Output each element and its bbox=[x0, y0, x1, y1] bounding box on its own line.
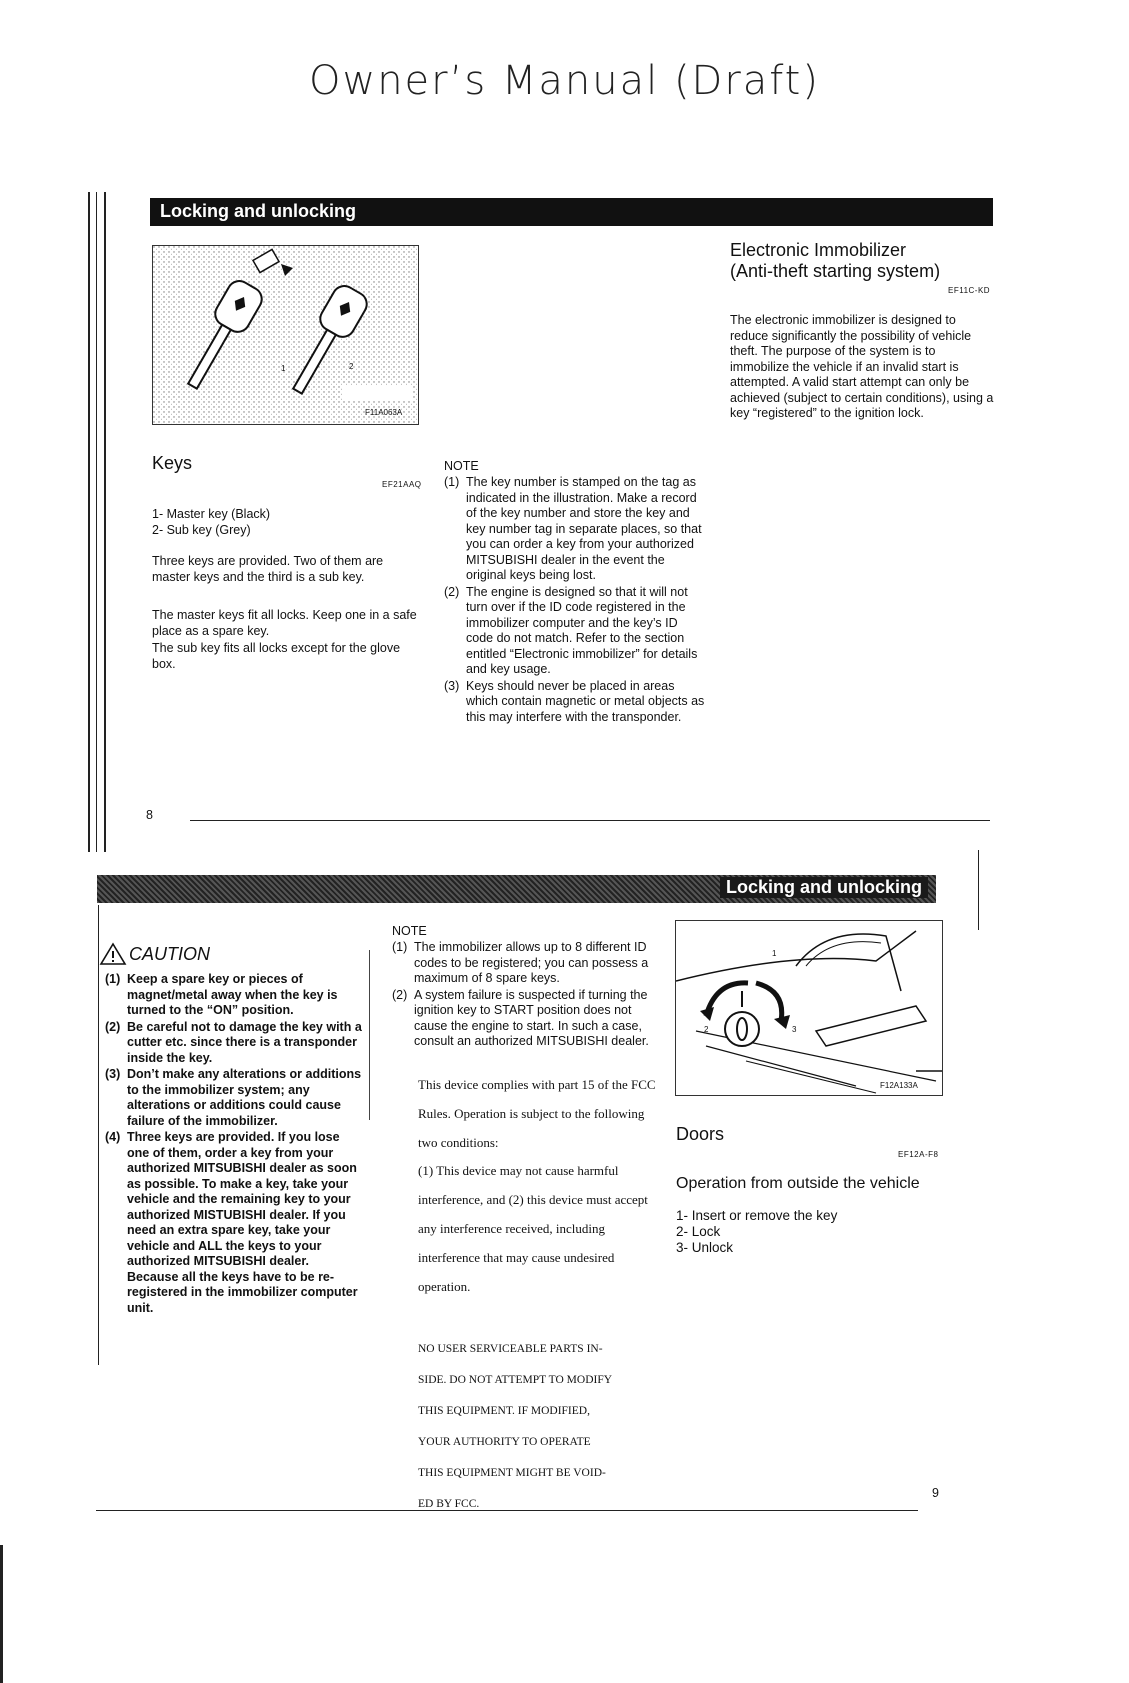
figure-label: F11A063A bbox=[365, 408, 403, 417]
scan-margin-line bbox=[978, 850, 979, 930]
keys-list bbox=[152, 507, 422, 538]
note-heading: NOTE bbox=[392, 924, 427, 938]
list-item: 1- Master key (Black) bbox=[152, 507, 271, 521]
figure-marker: 3 bbox=[792, 1025, 797, 1034]
note-item: (1) The key number is stamped on the tag as indicated in the illustration. Make a record of the key number and store the key and key number tag in separate places, so that you can order a key from your authorized MITSUBISHI dealer in the event the original keys being lost. bbox=[444, 475, 702, 582]
section-title: Locking and unlocking bbox=[720, 877, 928, 898]
footer-rule bbox=[190, 820, 990, 821]
figure-marker: 2 bbox=[349, 362, 354, 371]
doors-list bbox=[676, 1208, 916, 1256]
figure-label: F12A133A bbox=[880, 1081, 918, 1090]
reference-code: EF12A-F8 bbox=[898, 1150, 939, 1159]
note-list bbox=[392, 940, 654, 1050]
reference-code: EF11C-KD bbox=[948, 286, 991, 295]
immobilizer-heading: Electronic Immobilizer bbox=[730, 240, 907, 260]
figure-marker: 1 bbox=[281, 364, 286, 373]
fcc-warning-line: YOUR AUTHORITY TO OPERATE bbox=[418, 1436, 591, 1448]
caution-border-left bbox=[98, 905, 99, 1365]
note-item: (3) Keys should never be placed in areas which contain magnetic or metal objects as this may interfere with the transponder. bbox=[444, 678, 705, 724]
document-title: Owner’s Manual (Draft) bbox=[309, 58, 820, 104]
scan-margin-line bbox=[88, 192, 90, 852]
fcc-warning-line: ED BY FCC. bbox=[418, 1498, 480, 1510]
list-item: 2- Lock bbox=[676, 1224, 721, 1239]
immobilizer-subheading: (Anti-theft starting system) bbox=[730, 261, 941, 281]
page-number: 9 bbox=[932, 1486, 939, 1500]
fcc-warning-line: THIS EQUIPMENT MIGHT BE VOID- bbox=[418, 1467, 606, 1479]
note-item: (1) The immobilizer allows up to 8 different ID codes to be registered; you can possess a maximum of 8 spare keys. bbox=[392, 940, 649, 985]
section-title: Locking and unlocking bbox=[160, 201, 357, 221]
caution-item: (2) Be careful not to damage the key with a cutter etc. since there is a transponder inside the key. bbox=[105, 1019, 362, 1065]
keys-paragraph: The master keys fit all locks. Keep one in a safe place as a spare key. bbox=[152, 608, 417, 638]
keys-illustration bbox=[152, 245, 419, 425]
scan-margin-line bbox=[104, 192, 106, 852]
reference-code: EF21AAQ bbox=[382, 480, 422, 489]
figure-marker: 2 bbox=[704, 1025, 709, 1034]
keys-paragraph: Three keys are provided. Two of them are master keys and the third is a sub key. bbox=[152, 554, 384, 584]
doors-subheading: Operation from outside the vehicle bbox=[676, 1175, 920, 1192]
section-header-bar bbox=[97, 875, 936, 903]
list-item: 3- Unlock bbox=[676, 1240, 734, 1255]
scan-margin-line bbox=[0, 1545, 3, 1683]
immobilizer-paragraph: The electronic immobilizer is designed to reduce significantly the possibility of vehicle theft. The purpose of the system is to immobilize the vehicle if an invalid start is attempted. A valid start attempt can only be achieved (subject to certain conditions), using a key “registered” to the ignition lock. bbox=[730, 313, 994, 420]
page-number: 8 bbox=[146, 808, 153, 822]
caution-item: (3) Don’t make any alterations or additions to the immobilizer system; any alterations or additions could cause failure of the immobilizer. bbox=[105, 1067, 362, 1128]
caution-item: (1) Keep a spare key or pieces of magnet/metal away when the key is turned to the “ON” position. bbox=[105, 972, 338, 1017]
keys-drawing bbox=[153, 246, 418, 424]
scan-margin-line bbox=[96, 192, 97, 852]
figure-marker: 1 bbox=[772, 949, 777, 958]
warning-triangle-icon bbox=[99, 942, 127, 966]
keys-paragraph: The sub key fits all locks except for the glove box. bbox=[152, 641, 401, 671]
caution-box bbox=[99, 924, 367, 1379]
door-lock-drawing bbox=[676, 921, 942, 1095]
caution-list bbox=[105, 972, 363, 1316]
caution-title: CAUTION bbox=[99, 942, 210, 966]
note-item: (2) The engine is designed so that it will not turn over if the ID code registered in the immobilizer computer and the key’s ID code do not match. Refer to the section entitled “Electronic immobilizer” for details and key usage. bbox=[444, 584, 698, 676]
fcc-statement: This device complies with part 15 of the FCC Rules. Operation is subject to the following two conditions: bbox=[418, 1077, 656, 1150]
fcc-conditions: (1) This device may not cause harmful interference, and (2) this device must accept any interference received, including interference that may cause undesired operation. bbox=[418, 1163, 648, 1294]
note-list bbox=[444, 475, 706, 725]
list-item: 1- Insert or remove the key bbox=[676, 1208, 838, 1223]
list-item: 2- Sub key (Grey) bbox=[152, 522, 251, 537]
section-header-bar bbox=[150, 198, 993, 226]
keys-heading: Keys bbox=[152, 453, 193, 473]
doors-heading: Doors bbox=[676, 1124, 725, 1144]
fcc-warning-line: THIS EQUIPMENT. IF MODIFIED, bbox=[418, 1405, 590, 1417]
fcc-warning bbox=[418, 1334, 678, 1520]
caution-item: (4) Three keys are provided. If you lose one of them, order a key from your authorized MITSUBISHI dealer as soon as possible. To make a key, take your vehicle and the remaining key to your authorized MISTUBISHI dealer. If you need an extra spare key, take your vehicle and ALL the keys to your authorized MITSUBISHI dealer. Because all the keys have to be re-registered in the immobilizer computer unit. bbox=[105, 1130, 358, 1315]
fcc-warning-line: SIDE. DO NOT ATTEMPT TO MODIFY bbox=[418, 1374, 613, 1386]
door-lock-illustration bbox=[675, 920, 943, 1096]
footer-rule bbox=[96, 1510, 918, 1511]
caution-border-right bbox=[369, 950, 370, 1120]
fcc-warning-line: NO USER SERVICEABLE PARTS IN- bbox=[418, 1343, 603, 1355]
note-item: (2) A system failure is suspected if turning the ignition key to START position does not cause the engine to start. In such a case, consult an authorized MITSUBISHI dealer. bbox=[392, 987, 649, 1048]
note-heading: NOTE bbox=[444, 459, 479, 473]
